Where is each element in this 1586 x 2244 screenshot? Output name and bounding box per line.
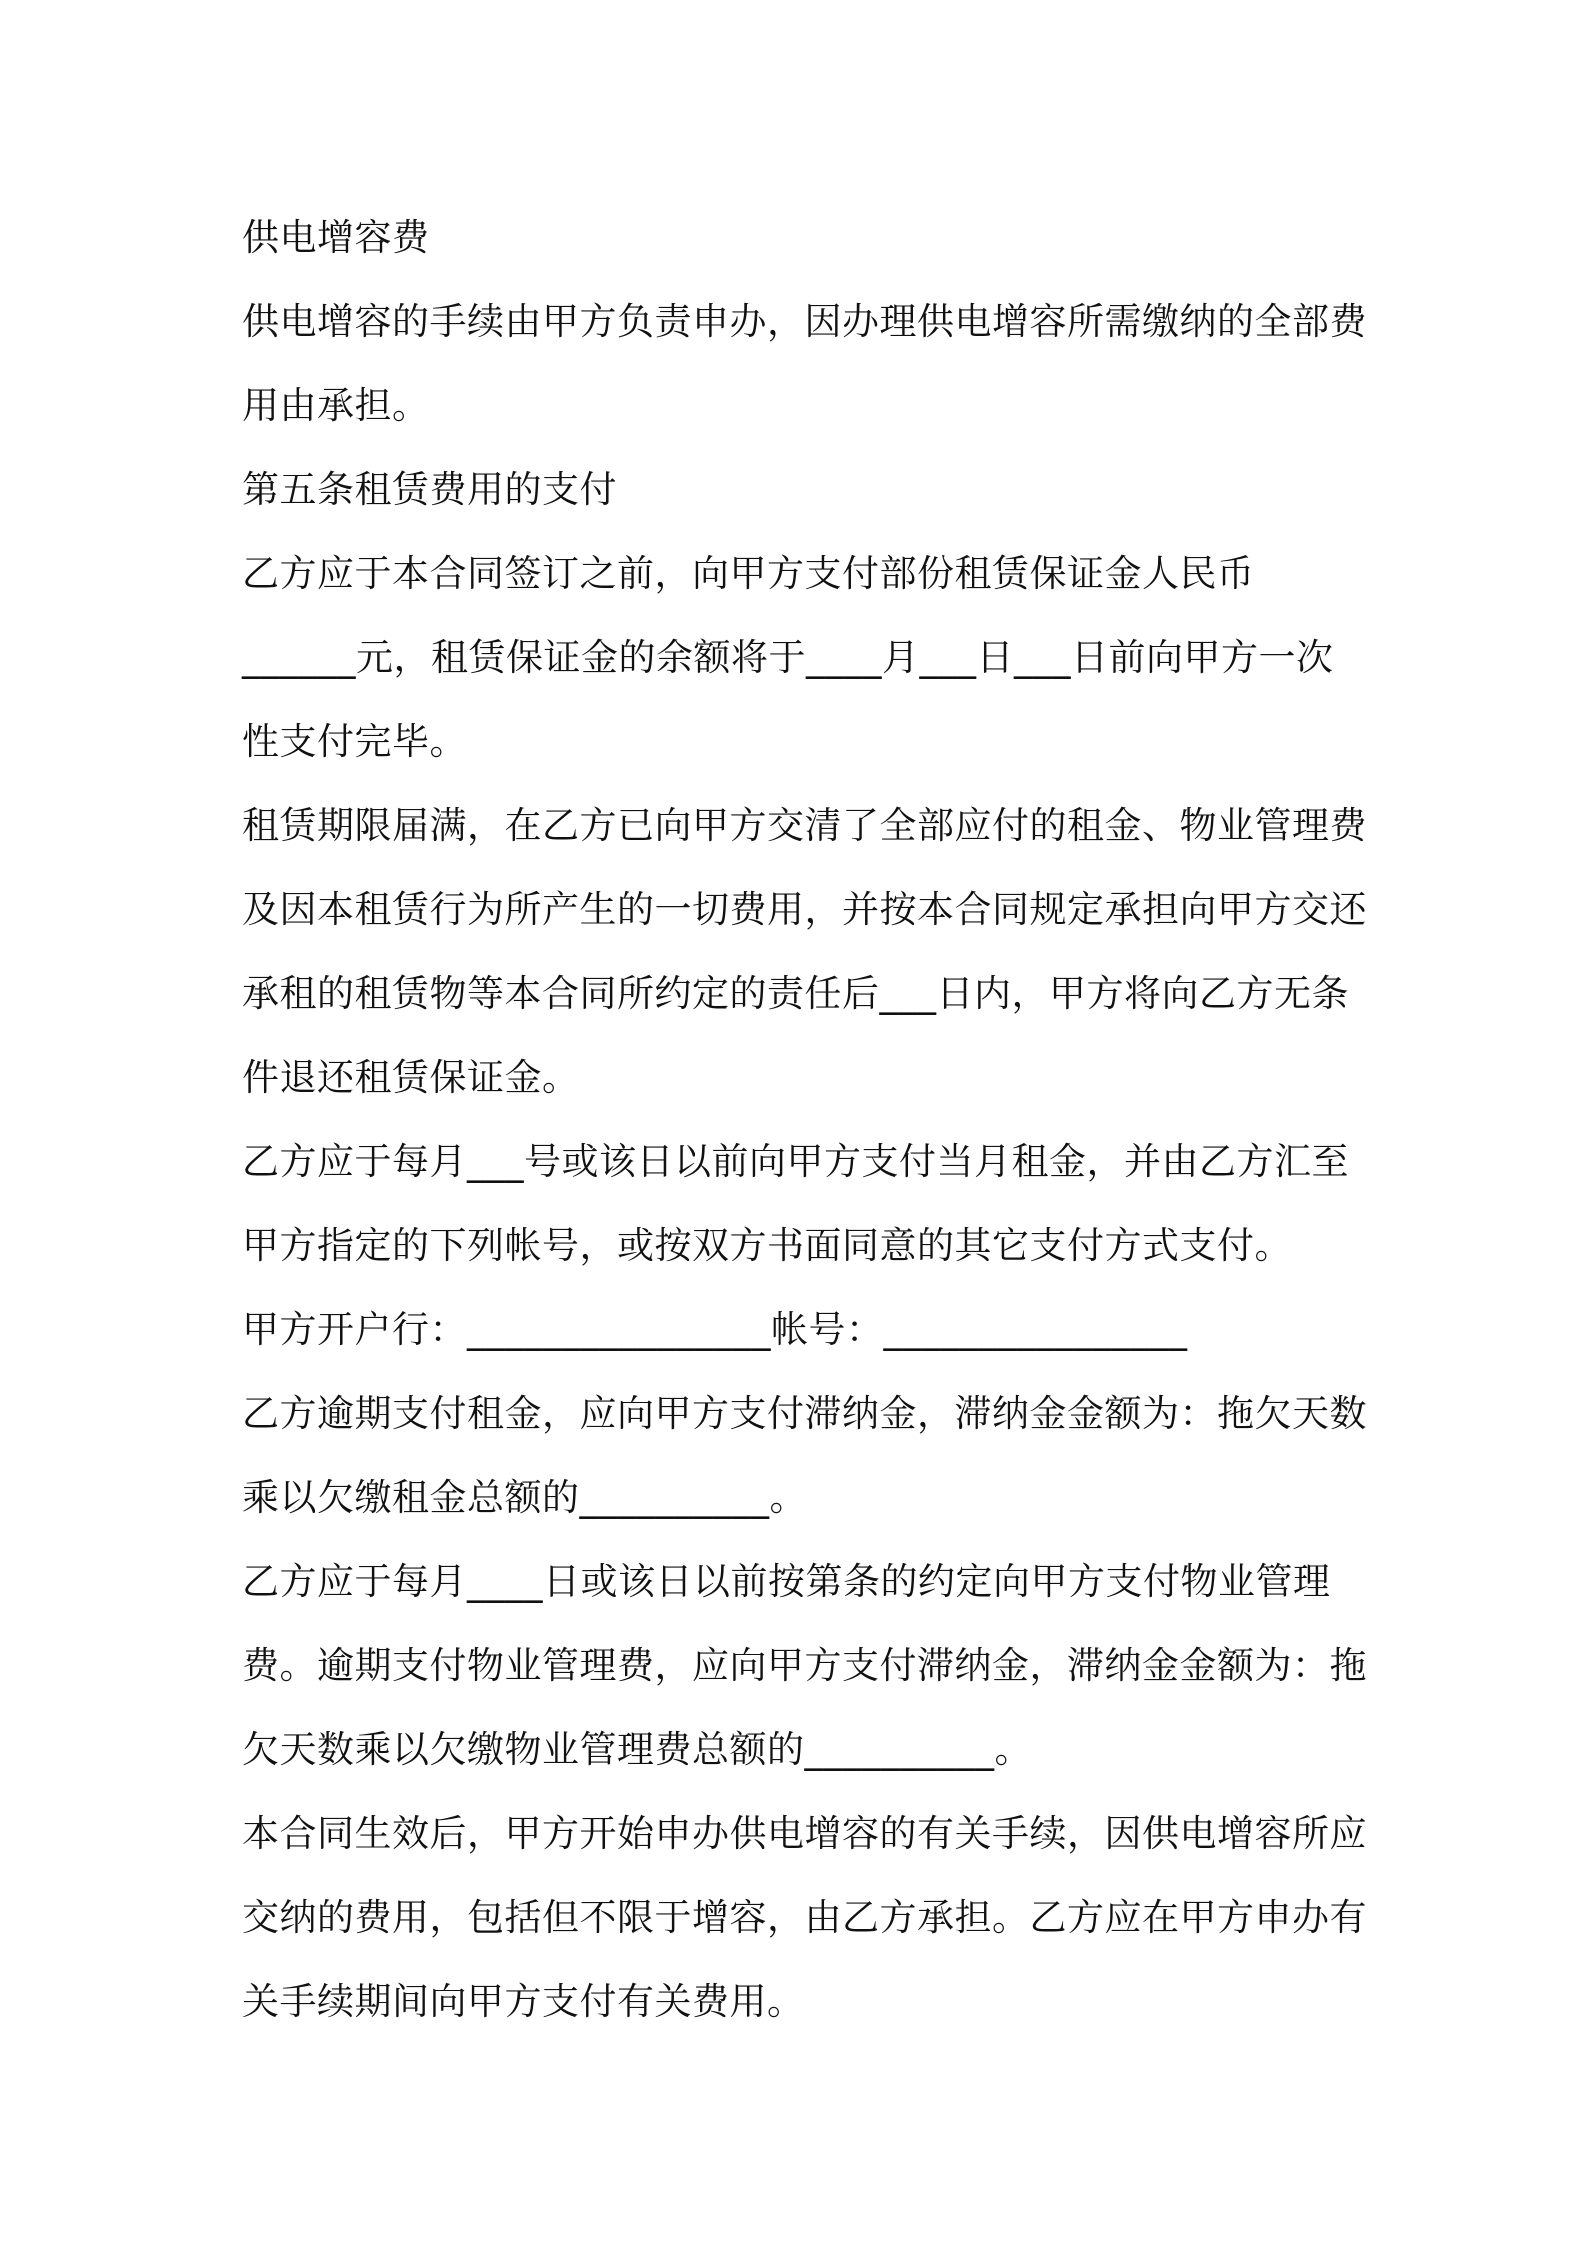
paragraph-line: 承租的租赁物等本合同所约定的责任后___日内，甲方将向乙方无条 — [242, 972, 1349, 1015]
paragraph-line: 乙方应于每月____日或该日以前按第条的约定向甲方支付物业管理 — [242, 1560, 1331, 1603]
paragraph-line: 欠天数乘以欠缴物业管理费总额的__________。 — [242, 1728, 1032, 1771]
heading-power-capacity-fee: 供电增容费 — [242, 216, 430, 259]
bank-account-line: 甲方开户行：________________帐号：________________ — [242, 1308, 1188, 1351]
paragraph-line: 乙方应于每月___号或该日以前向甲方支付当月租金，并由乙方汇至 — [242, 1140, 1349, 1183]
paragraph-line: 用由承担。 — [242, 384, 430, 427]
paragraph-line: 关手续期间向甲方支付有关费用。 — [242, 1980, 805, 2023]
paragraph-line: 供电增容的手续由甲方负责申办，因办理供电增容所需缴纳的全部费 — [242, 300, 1367, 343]
paragraph-line: 甲方指定的下列帐号，或按双方书面同意的其它支付方式支付。 — [242, 1224, 1292, 1267]
paragraph-line: 本合同生效后，甲方开始申办供电增容的有关手续，因供电增容所应 — [242, 1812, 1367, 1855]
paragraph-line: ______元，租赁保证金的余额将于____月___日___日前向甲方一次 — [242, 636, 1334, 679]
paragraph-line: 交纳的费用，包括但不限于增容，由乙方承担。乙方应在甲方申办有 — [242, 1896, 1367, 1939]
paragraph-line: 性支付完毕。 — [242, 720, 467, 763]
paragraph-line: 件退还租赁保证金。 — [242, 1056, 580, 1099]
document-body — [242, 196, 1367, 2044]
paragraph-line: 费。逾期支付物业管理费，应向甲方支付滞纳金，滞纳金金额为：拖 — [242, 1644, 1367, 1687]
paragraph-line: 租赁期限届满，在乙方已向甲方交清了全部应付的租金、物业管理费 — [242, 804, 1367, 847]
paragraph-line: 乙方逾期支付租金，应向甲方支付滞纳金，滞纳金金额为：拖欠天数 — [242, 1392, 1367, 1435]
paragraph-line: 及因本租赁行为所产生的一切费用，并按本合同规定承担向甲方交还 — [242, 888, 1367, 931]
paragraph-line: 乙方应于本合同签订之前，向甲方支付部份租赁保证金人民币 — [242, 552, 1255, 595]
paragraph-line: 乘以欠缴租金总额的__________。 — [242, 1476, 807, 1519]
heading-article-five: 第五条租赁费用的支付 — [242, 468, 617, 511]
